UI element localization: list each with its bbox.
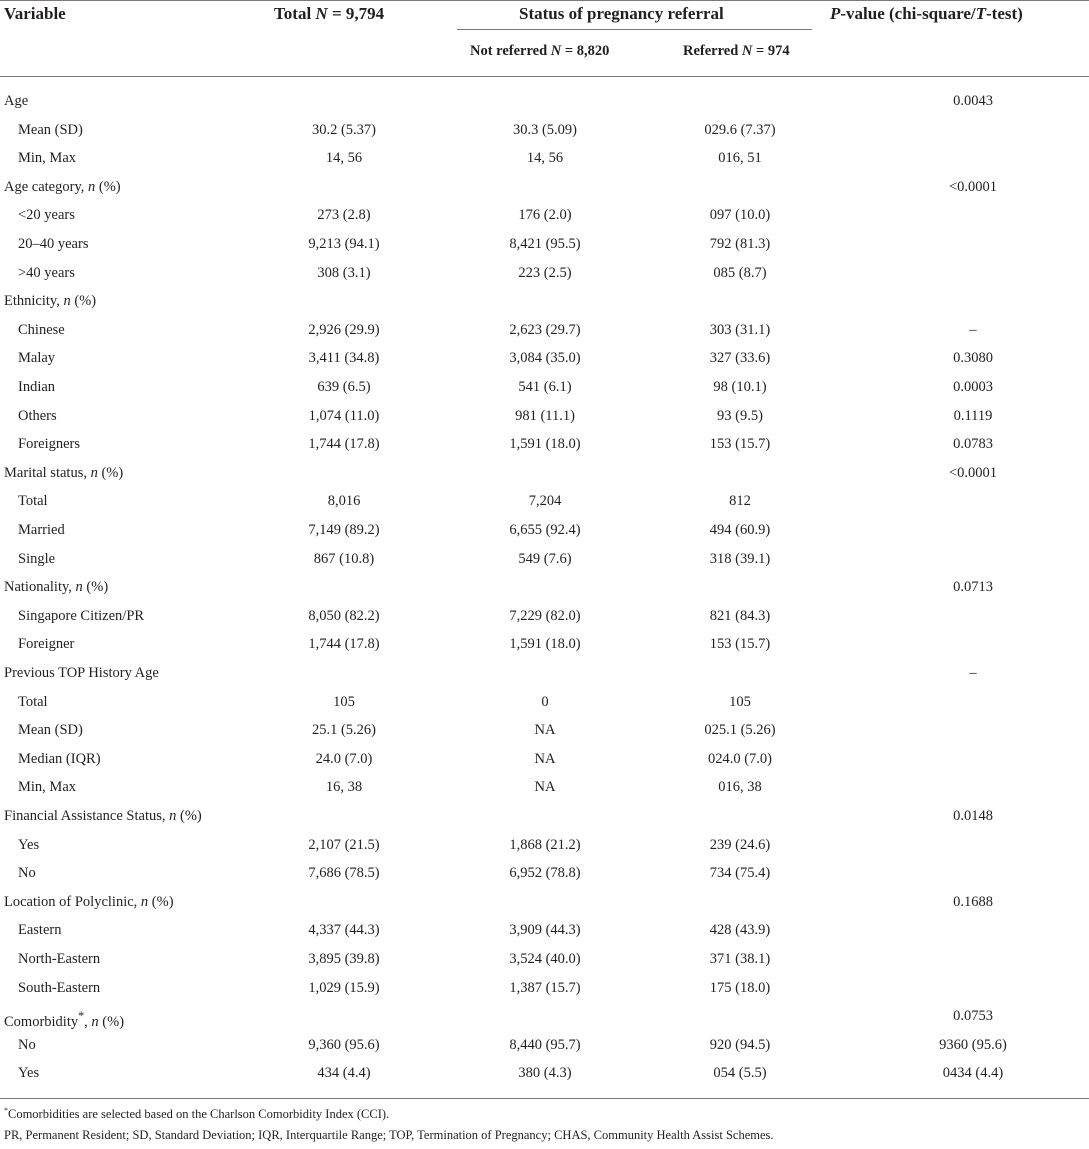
header-total: Total N = 9,794	[274, 4, 385, 23]
table-row	[0, 144, 1089, 173]
cell-not-referred: 1,387 (15.7)	[509, 979, 581, 996]
cell-not-referred: 1,591 (18.0)	[509, 636, 581, 653]
table-row	[0, 316, 1089, 345]
cell-referred: 016, 38	[718, 779, 762, 796]
cell-referred: 920 (94.5)	[709, 1036, 771, 1053]
row-label: Yes	[18, 836, 40, 853]
cell-total: 105	[333, 693, 355, 710]
table-row	[0, 201, 1089, 230]
row-label: Others	[18, 407, 57, 424]
table-row	[0, 259, 1089, 288]
cell-not-referred: NA	[534, 722, 556, 739]
row-label: 20–40 years	[18, 236, 89, 252]
table-row	[0, 888, 1089, 917]
row-label: Min, Max	[18, 150, 76, 167]
cell-total: 16, 38	[325, 779, 363, 796]
cell-not-referred: 6,952 (78.8)	[509, 865, 581, 882]
cell-total: 9,360 (95.6)	[308, 1036, 380, 1053]
table-row	[0, 344, 1089, 373]
cell-total: 434 (4.4)	[317, 1065, 371, 1082]
table-row	[0, 87, 1089, 116]
bottom-rule	[0, 1098, 1089, 1099]
header-pvalue: P-value (chi-square/T-test)	[830, 4, 1023, 23]
cell-total: 1,744 (17.8)	[308, 636, 380, 653]
row-label: >40 years	[18, 264, 75, 281]
row-label: Singapore Citizen/PR	[18, 607, 145, 624]
status-span-rule	[457, 29, 812, 30]
row-label: Chinese	[18, 321, 65, 338]
table-row	[0, 545, 1089, 574]
cell-pvalue: –	[969, 665, 977, 681]
cell-pvalue: 0.0713	[953, 579, 993, 596]
cell-total: 24.0 (7.0)	[315, 750, 373, 767]
row-label: Total	[18, 693, 48, 710]
table-row	[0, 287, 1089, 316]
cell-total: 8,050 (82.2)	[308, 607, 380, 624]
cell-not-referred: 1,868 (21.2)	[509, 836, 581, 853]
cell-referred: 025.1 (5.26)	[704, 722, 776, 739]
table-row	[0, 859, 1089, 888]
cell-pvalue: 0.0003	[953, 379, 993, 395]
row-label: Age	[4, 93, 29, 109]
cell-referred: 105	[729, 693, 751, 710]
cell-pvalue: 0.0043	[953, 93, 993, 109]
cell-not-referred: 7,229 (82.0)	[509, 607, 581, 624]
table-row	[0, 402, 1089, 431]
cell-not-referred: 549 (7.6)	[518, 550, 572, 567]
cell-referred: 016, 51	[718, 150, 762, 167]
cell-total: 7,149 (89.2)	[308, 522, 380, 538]
table-row	[0, 831, 1089, 860]
cell-referred: 812	[729, 493, 751, 510]
table-row	[0, 230, 1089, 259]
row-label: <20 years	[18, 207, 75, 224]
cell-total: 2,926 (29.9)	[308, 321, 380, 338]
cell-not-referred: 6,655 (92.4)	[509, 522, 581, 538]
row-label: Mean (SD)	[18, 121, 83, 138]
cell-total: 9,213 (94.1)	[308, 236, 380, 252]
cell-not-referred: 7,204	[528, 493, 562, 510]
row-label: Age category, n (%)	[4, 178, 121, 195]
cell-not-referred: 30.3 (5.09)	[512, 121, 578, 138]
cell-not-referred: 14, 56	[526, 150, 564, 167]
top-rule	[0, 0, 1089, 1]
row-label: Total	[18, 493, 48, 510]
row-label: Eastern	[18, 922, 62, 939]
footnote-abbreviations: PR, Permanent Resident; SD, Standard Deviation; IQR, Interquartile Range; TOP, Termination of Pregnancy; CHAS, Community Health Assist Schemes.	[4, 1128, 774, 1142]
table-row	[0, 659, 1089, 688]
cell-total: 1,029 (15.9)	[308, 979, 380, 996]
cell-total: 4,337 (44.3)	[308, 922, 380, 939]
row-label: North-Eastern	[18, 951, 101, 967]
cell-not-referred: 176 (2.0)	[518, 207, 572, 224]
table-row	[0, 688, 1089, 717]
table-row	[0, 573, 1089, 602]
cell-total: 2,107 (21.5)	[308, 836, 380, 853]
cell-pvalue: 0.1119	[953, 407, 993, 424]
cell-not-referred: 380 (4.3)	[518, 1065, 572, 1082]
row-label: Previous TOP History Age	[4, 665, 159, 681]
subheader-not-referred: Not referred N = 8,820	[470, 43, 610, 59]
cell-referred: 303 (31.1)	[709, 321, 771, 338]
cell-not-referred: 8,440 (95.7)	[509, 1036, 581, 1053]
table-row	[0, 1002, 1089, 1031]
table-row	[0, 602, 1089, 631]
footnote-comorbidity: *Comorbidities are selected based on the Charlson Comorbidity Index (CCI).	[4, 1106, 390, 1122]
cell-referred: 494 (60.9)	[709, 522, 771, 538]
table-row	[0, 716, 1089, 745]
cell-not-referred: NA	[534, 750, 556, 767]
table-row	[0, 1059, 1089, 1088]
cell-pvalue: 0.1688	[953, 893, 993, 910]
cell-total: 273 (2.8)	[317, 207, 371, 224]
row-label: Marital status, n (%)	[4, 464, 124, 481]
subheader-referred: Referred N = 974	[683, 43, 790, 59]
row-label: Foreigners	[18, 436, 81, 453]
cell-pvalue: <0.0001	[948, 178, 998, 195]
cell-referred: 024.0 (7.0)	[707, 750, 773, 767]
table-row	[0, 945, 1089, 974]
table-row	[0, 773, 1089, 802]
cell-referred: 054 (5.5)	[713, 1065, 767, 1082]
cell-pvalue: <0.0001	[948, 464, 998, 481]
table-row	[0, 802, 1089, 831]
cell-referred: 239 (24.6)	[709, 836, 771, 853]
cell-pvalue: 9360 (95.6)	[939, 1036, 1007, 1053]
cell-referred: 153 (15.7)	[709, 636, 771, 653]
row-label: Malay	[18, 350, 56, 367]
cell-not-referred: 1,591 (18.0)	[509, 436, 581, 453]
cell-referred: 327 (33.6)	[709, 350, 771, 367]
cell-referred: 318 (39.1)	[709, 550, 771, 567]
cell-total: 7,686 (78.5)	[308, 865, 380, 882]
cell-referred: 98 (10.1)	[713, 379, 767, 395]
table-row	[0, 116, 1089, 145]
row-label: Mean (SD)	[18, 722, 83, 739]
table-row	[0, 630, 1089, 659]
row-label: No	[18, 865, 36, 882]
cell-total: 30.2 (5.37)	[311, 121, 377, 138]
table-row	[0, 916, 1089, 945]
cell-referred: 085 (8.7)	[713, 264, 767, 281]
row-label: Min, Max	[18, 779, 76, 796]
row-label: Indian	[18, 379, 56, 395]
cell-pvalue: 0.0148	[953, 808, 993, 824]
header-rule	[0, 76, 1089, 77]
cell-total: 25.1 (5.26)	[311, 722, 377, 739]
cell-referred: 097 (10.0)	[709, 207, 771, 224]
table-row	[0, 430, 1089, 459]
cell-referred: 371 (38.1)	[709, 951, 771, 967]
row-label: Nationality, n (%)	[4, 579, 109, 596]
cell-total: 639 (6.5)	[317, 379, 371, 395]
cell-total: 308 (3.1)	[317, 264, 371, 281]
cell-referred: 93 (9.5)	[717, 407, 763, 424]
cell-pvalue: –	[969, 321, 977, 338]
table-row	[0, 173, 1089, 202]
table-row	[0, 1031, 1089, 1060]
cell-not-referred: 3,909 (44.3)	[509, 922, 581, 939]
cell-referred: 428 (43.9)	[709, 922, 771, 939]
row-label: Single	[18, 550, 56, 567]
row-label: Median (IQR)	[18, 750, 101, 767]
row-label: Location of Polyclinic, n (%)	[4, 893, 174, 910]
table-row	[0, 974, 1089, 1003]
cell-referred: 029.6 (7.37)	[704, 121, 776, 138]
cell-total: 3,411 (34.8)	[308, 350, 380, 367]
cell-not-referred: 223 (2.5)	[518, 264, 572, 281]
cell-total: 867 (10.8)	[313, 550, 375, 567]
cell-referred: 153 (15.7)	[709, 436, 771, 453]
cell-pvalue: 0.0753	[953, 1008, 993, 1025]
cell-not-referred: NA	[534, 779, 556, 796]
cell-pvalue: 0.3080	[953, 350, 993, 367]
cell-total: 1,074 (11.0)	[308, 407, 380, 424]
cell-total: 8,016	[327, 493, 361, 510]
table-row	[0, 516, 1089, 545]
table-row	[0, 373, 1089, 402]
cell-pvalue: 0.0783	[953, 436, 993, 453]
cell-not-referred: 3,524 (40.0)	[509, 951, 581, 967]
table-row	[0, 459, 1089, 488]
cell-total: 1,744 (17.8)	[308, 436, 380, 453]
row-label: Financial Assistance Status, n (%)	[4, 808, 202, 824]
row-label: Married	[18, 522, 65, 538]
row-label: No	[18, 1036, 36, 1053]
row-label: South-Eastern	[18, 979, 101, 996]
header-variable: Variable	[4, 4, 66, 23]
row-label: Ethnicity, n (%)	[4, 293, 97, 310]
cell-total: 3,895 (39.8)	[308, 951, 380, 967]
table-row	[0, 487, 1089, 516]
row-label: Comorbidity*, n (%)	[4, 1009, 125, 1031]
header-status: Status of pregnancy referral	[519, 4, 724, 23]
cell-referred: 734 (75.4)	[709, 865, 771, 882]
cell-referred: 175 (18.0)	[709, 979, 771, 996]
cell-referred: 792 (81.3)	[709, 236, 771, 252]
cell-referred: 821 (84.3)	[709, 607, 771, 624]
cell-not-referred: 0	[541, 693, 549, 710]
table-row	[0, 745, 1089, 774]
cell-not-referred: 981 (11.1)	[515, 407, 575, 424]
cell-pvalue: 0434 (4.4)	[942, 1065, 1004, 1082]
row-label: Yes	[18, 1065, 40, 1082]
cell-total: 14, 56	[325, 150, 363, 167]
cell-not-referred: 3,084 (35.0)	[509, 350, 581, 367]
cell-not-referred: 8,421 (95.5)	[509, 236, 581, 252]
cell-not-referred: 2,623 (29.7)	[509, 321, 581, 338]
row-label: Foreigner	[18, 636, 75, 653]
cell-not-referred: 541 (6.1)	[518, 379, 572, 395]
